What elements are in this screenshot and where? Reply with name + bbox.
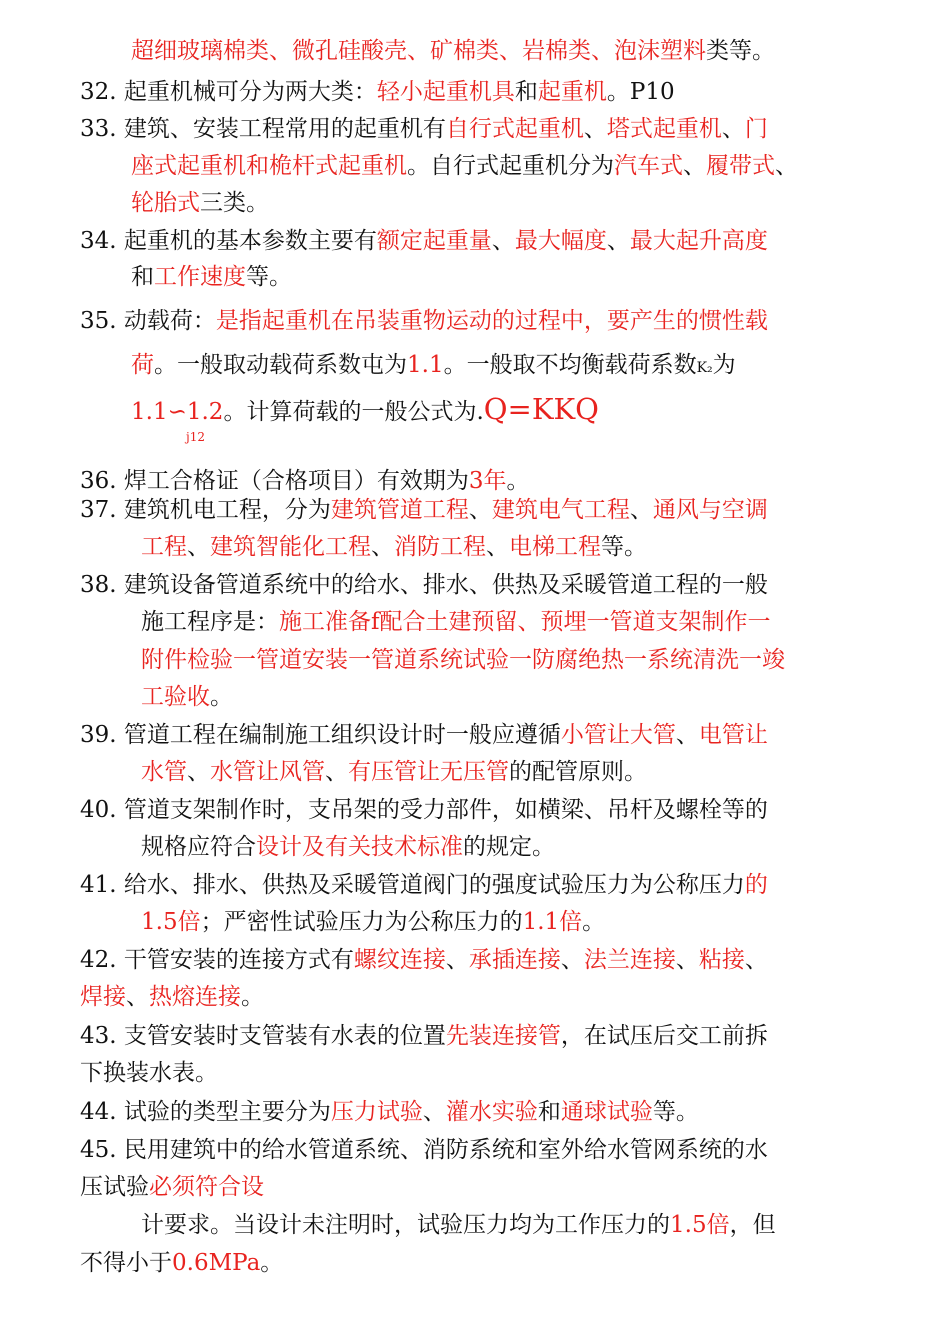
formula-subscript: j12 bbox=[186, 430, 205, 444]
body-text: 37. 建筑机电工程，分为 bbox=[80, 497, 331, 523]
text-line bbox=[80, 982, 264, 1012]
highlight-text: 通风与空调 bbox=[652, 497, 768, 523]
body-text: 40. 管道支架制作时，支吊架的受力部件，如横梁、吊杆及螺栓等的 bbox=[80, 797, 768, 823]
body-text: ，在试压后交工前拆 bbox=[560, 1023, 768, 1049]
body-text: 43. 支管安装时支管装有水表的位置 bbox=[80, 1023, 446, 1049]
highlight-text: 1.1∽1.2 bbox=[131, 399, 224, 425]
body-text: 。 bbox=[260, 1250, 284, 1276]
highlight-text: 水管 bbox=[141, 759, 187, 785]
body-text: 、 bbox=[583, 116, 607, 142]
body-text: 三类。 bbox=[200, 190, 269, 216]
highlight-text: 门 bbox=[744, 116, 768, 142]
highlight-text: 法兰连接 bbox=[583, 947, 676, 973]
body-text: 计要求。当设计未注明时，试验压力均为工作压力的 bbox=[141, 1212, 670, 1238]
highlight-text: 设计及有关技术标准 bbox=[256, 834, 463, 860]
body-text: K₂ bbox=[696, 360, 713, 376]
body-text: ；严密性试验压力为公称压力的 bbox=[200, 909, 523, 935]
text-line bbox=[80, 795, 768, 825]
highlight-text: 履带式 bbox=[706, 153, 775, 179]
highlight-text: 座式起重机和桅杆式起重机 bbox=[131, 153, 407, 179]
highlight-text: 消防工程 bbox=[394, 534, 486, 560]
highlight-text: 附件检验一管道安装一管道系统试验一防腐绝热一系统清洗一竣 bbox=[141, 647, 785, 673]
highlight-text: 灌水实验 bbox=[445, 1099, 538, 1125]
body-text: 、 bbox=[606, 228, 630, 254]
text-line bbox=[80, 1058, 218, 1088]
text-line bbox=[80, 1021, 768, 1051]
highlight-text: 的 bbox=[744, 872, 768, 898]
body-text: 32. 起重机械可分为两大类： bbox=[80, 79, 377, 105]
body-text: 为 bbox=[712, 352, 736, 378]
body-text: ，但 bbox=[729, 1212, 776, 1238]
body-text: 。P10 bbox=[606, 79, 675, 105]
highlight-text: 最大幅度 bbox=[514, 228, 607, 254]
text-line bbox=[131, 394, 599, 424]
highlight-text: 1.1倍 bbox=[522, 909, 583, 935]
highlight-text: 是指起重机在吊装重物运动的过程中，要产生的惯性载 bbox=[215, 308, 768, 334]
body-text: 等。 bbox=[652, 1099, 699, 1125]
highlight-text: 0.6MPa bbox=[172, 1250, 261, 1276]
body-text: 、 bbox=[445, 947, 469, 973]
body-text: 和 bbox=[537, 1099, 561, 1125]
text-line bbox=[80, 114, 768, 144]
highlight-text: Q=KKQ bbox=[483, 392, 599, 426]
highlight-text: 工程 bbox=[141, 534, 187, 560]
body-text: 、 bbox=[775, 153, 798, 179]
highlight-text: 自行式起重机 bbox=[445, 116, 584, 142]
text-line bbox=[80, 1248, 283, 1278]
highlight-text: 先装连接管 bbox=[445, 1023, 561, 1049]
highlight-text: 电管让 bbox=[698, 722, 768, 748]
body-text: 34. 起重机的基本参数主要有 bbox=[80, 228, 377, 254]
body-text: 、 bbox=[371, 534, 394, 560]
highlight-text: 轮胎式 bbox=[131, 190, 200, 216]
body-text: 、 bbox=[629, 497, 653, 523]
text-line bbox=[141, 832, 555, 862]
body-text: 等。 bbox=[601, 534, 647, 560]
body-text: 。自行式起重机分为 bbox=[407, 153, 614, 179]
body-text: 、 bbox=[187, 759, 210, 785]
highlight-text: 施工准备f配合土建预留、预埋一管道支架制作一 bbox=[279, 609, 771, 635]
body-text: 和 bbox=[131, 264, 154, 290]
highlight-text: 额定起重量 bbox=[376, 228, 492, 254]
body-text: 、 bbox=[486, 534, 509, 560]
highlight-text: 工作速度 bbox=[154, 264, 246, 290]
body-text: 规格应符合 bbox=[141, 834, 256, 860]
highlight-text: 热熔连接 bbox=[149, 984, 241, 1010]
highlight-text: 有压管让无压管 bbox=[348, 759, 509, 785]
highlight-text: 粘接 bbox=[698, 947, 745, 973]
text-line bbox=[141, 1210, 776, 1240]
highlight-text: 起重机 bbox=[537, 79, 607, 105]
text-line bbox=[80, 720, 768, 750]
highlight-text: 工验收 bbox=[141, 684, 210, 710]
body-text: 不得小于 bbox=[80, 1250, 172, 1276]
highlight-text: 承插连接 bbox=[468, 947, 561, 973]
body-text: 下换装水表。 bbox=[80, 1060, 218, 1086]
body-text: 、 bbox=[560, 947, 584, 973]
highlight-text: 建筑智能化工程 bbox=[210, 534, 371, 560]
highlight-text: 水管让风管 bbox=[210, 759, 325, 785]
text-line bbox=[131, 350, 736, 380]
highlight-text: 1.1 bbox=[407, 352, 444, 378]
text-line bbox=[80, 306, 768, 336]
body-text: 44. 试验的类型主要分为 bbox=[80, 1099, 331, 1125]
body-text: 。 bbox=[210, 684, 233, 710]
highlight-text: 轻小起重机具 bbox=[376, 79, 515, 105]
text-line bbox=[141, 645, 785, 675]
body-text: 36. 焊工合格证（合格项目）有效期为 bbox=[80, 468, 469, 494]
body-text: 41. 给水、排水、供热及采暖管道阀门的强度试验压力为公称压力 bbox=[80, 872, 745, 898]
highlight-text: 螺纹连接 bbox=[353, 947, 446, 973]
highlight-text: 通球试验 bbox=[560, 1099, 653, 1125]
body-text: 类等。 bbox=[706, 38, 775, 64]
body-text: 39. 管道工程在编制施工组织设计时一般应遵循 bbox=[80, 722, 561, 748]
body-text: 、 bbox=[675, 947, 699, 973]
body-text: 、 bbox=[187, 534, 210, 560]
highlight-text: 3年 bbox=[468, 468, 507, 494]
body-text: 42. 干管安装的连接方式有 bbox=[80, 947, 354, 973]
text-line bbox=[80, 570, 768, 600]
text-line bbox=[131, 188, 269, 218]
highlight-text: 荷 bbox=[131, 352, 154, 378]
highlight-text: 建筑电气工程 bbox=[491, 497, 630, 523]
text-line bbox=[141, 532, 647, 562]
text-line bbox=[131, 151, 798, 181]
text-line bbox=[80, 77, 675, 107]
body-text: 、 bbox=[683, 153, 706, 179]
highlight-text: 汽车式 bbox=[614, 153, 683, 179]
body-text: 、 bbox=[744, 947, 768, 973]
text-line bbox=[141, 907, 605, 937]
text-line bbox=[131, 36, 775, 66]
body-text: 和 bbox=[514, 79, 538, 105]
body-text: 、 bbox=[491, 228, 515, 254]
text-line bbox=[80, 1172, 264, 1202]
body-text: 。计算荷载的一般公式为. bbox=[223, 399, 484, 425]
body-text: 。 bbox=[582, 909, 606, 935]
body-text: 的配管原则。 bbox=[509, 759, 647, 785]
body-text: 、 bbox=[422, 1099, 446, 1125]
body-text: 。一般取动载荷系数屯为 bbox=[154, 352, 407, 378]
text-line bbox=[141, 757, 647, 787]
body-text: 35. 动载荷： bbox=[80, 308, 216, 334]
body-text: 压试验 bbox=[80, 1174, 149, 1200]
body-text: 等。 bbox=[246, 264, 292, 290]
highlight-text: 压力试验 bbox=[330, 1099, 423, 1125]
text-line bbox=[131, 262, 292, 292]
highlight-text: 1.5倍 bbox=[141, 909, 201, 935]
body-text: 38. 建筑设备管道系统中的给水、排水、供热及采暖管道工程的一般 bbox=[80, 572, 768, 598]
body-text: 。 bbox=[241, 984, 264, 1010]
highlight-text: 小管让大管 bbox=[560, 722, 676, 748]
body-text: 、 bbox=[325, 759, 348, 785]
highlight-text: 塔式起重机 bbox=[606, 116, 722, 142]
body-text: 、 bbox=[468, 497, 492, 523]
text-line bbox=[80, 945, 768, 975]
body-text: 45. 民用建筑中的给水管道系统、消防系统和室外给水管网系统的水 bbox=[80, 1137, 768, 1163]
highlight-text: 电梯工程 bbox=[509, 534, 601, 560]
body-text: 、 bbox=[675, 722, 699, 748]
highlight-text: 焊接 bbox=[80, 984, 126, 1010]
highlight-text: 最大起升高度 bbox=[629, 228, 768, 254]
text-line bbox=[80, 870, 768, 900]
text-line bbox=[80, 495, 768, 525]
highlight-text: 1.5倍 bbox=[670, 1212, 730, 1238]
highlight-text: 建筑管道工程 bbox=[330, 497, 469, 523]
text-line bbox=[80, 226, 768, 256]
body-text: 33. 建筑、安装工程常用的起重机有 bbox=[80, 116, 446, 142]
body-text: 施工程序是： bbox=[141, 609, 279, 635]
body-text: 的规定。 bbox=[463, 834, 555, 860]
text-line bbox=[80, 1097, 699, 1127]
body-text: 。一般取不均衡载荷系数 bbox=[443, 352, 697, 378]
text-line bbox=[141, 607, 771, 637]
body-text: 、 bbox=[126, 984, 149, 1010]
highlight-text: 超细玻璃棉类、微孔硅酸壳、矿棉类、岩棉类、泡沫塑料 bbox=[131, 38, 706, 64]
body-text: 。 bbox=[506, 468, 530, 494]
text-line bbox=[80, 1135, 768, 1165]
body-text: 、 bbox=[721, 116, 745, 142]
text-line bbox=[141, 682, 233, 712]
highlight-text: 必须符合设 bbox=[149, 1174, 264, 1200]
text-line bbox=[80, 466, 530, 496]
